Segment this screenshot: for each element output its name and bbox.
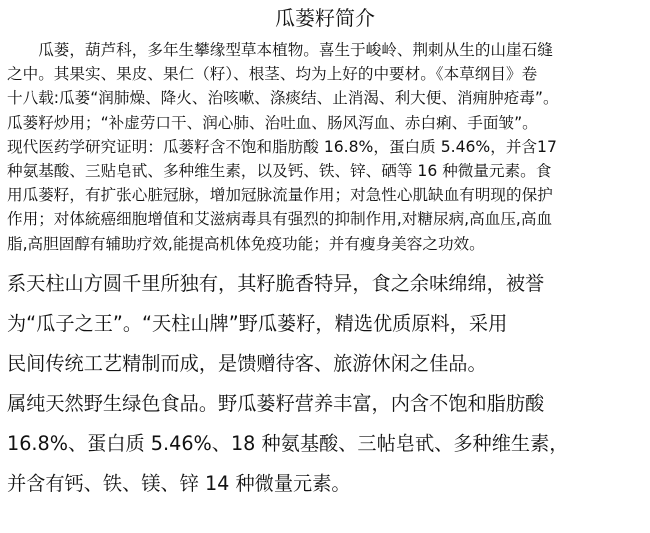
- page-title: 瓜蒌籽简介: [275, 6, 375, 30]
- product-line: 16.8%、蛋白质 5.46%、18 种氨基酸、三帖皂甙、多种维生素，: [7, 432, 569, 455]
- intro-line: 瓜蒌籽炒用；“补虚劳口干、润心肺、治吐血、肠风泻血、赤白痢、手面皱”。: [7, 113, 538, 132]
- intro-line: 之中。其果实、果皮、果仁（籽）、根茎、均为上好的中要材。《本草纲目》卷: [7, 65, 538, 84]
- intro-paragraph: [7, 38, 645, 256]
- product-line: 属纯天然野生绿色食品。野瓜蒌籽营养丰富，内含不饱和脂肪酸: [7, 392, 545, 415]
- product-line: 系天柱山方圆千里所独有，其籽脆香特异，食之余味绵绵，被誉: [7, 272, 545, 295]
- intro-line: 瓜蒌，葫芦科，多年生攀缘型草本植物。喜生于峻岭、荆刺从生的山崖石缝: [7, 41, 553, 59]
- intro-line: 作用；对体統癌细胞增值和艾滋病毒具有强烈的抑制作用,对糖尿病,高血压,高血: [7, 210, 553, 229]
- product-line: 并含有钙、铁、镁、锌 14 种微量元素。: [7, 472, 351, 495]
- intro-line: 现代医药学研究证明：瓜蒌籽含不饱和脂肪酸 16.8%，蛋白质 5.46%，并含17: [7, 137, 557, 156]
- product-line: 民间传统工艺精制而成，是馈赠待客、旅游休闲之佳品。: [7, 352, 487, 375]
- intro-line: 种氨基酸、三贴皂甙、多种维生素，以及钙、铁、锌、硒等 16 种微量元素。食: [7, 161, 552, 180]
- product-line: 为“瓜子之王”。“天柱山牌”野瓜蒌籽，精选优质原料，采用: [7, 312, 508, 335]
- intro-line: 十八载:瓜蒌“润肺燥、降火、治咳嗽、涤痰结、止消渴、利大便、消痈肿疮毒”。: [7, 89, 559, 108]
- intro-line: 脂,高胆固醇有辅助疗效,能提高机体免疫功能；并有瘦身美容之功效。: [7, 234, 485, 253]
- intro-line: 用瓜蒌籽，有扩张心脏冠脉，增加冠脉流量作用；对急性心肌缺血有明现的保护: [7, 186, 553, 205]
- product-paragraph: [7, 264, 645, 504]
